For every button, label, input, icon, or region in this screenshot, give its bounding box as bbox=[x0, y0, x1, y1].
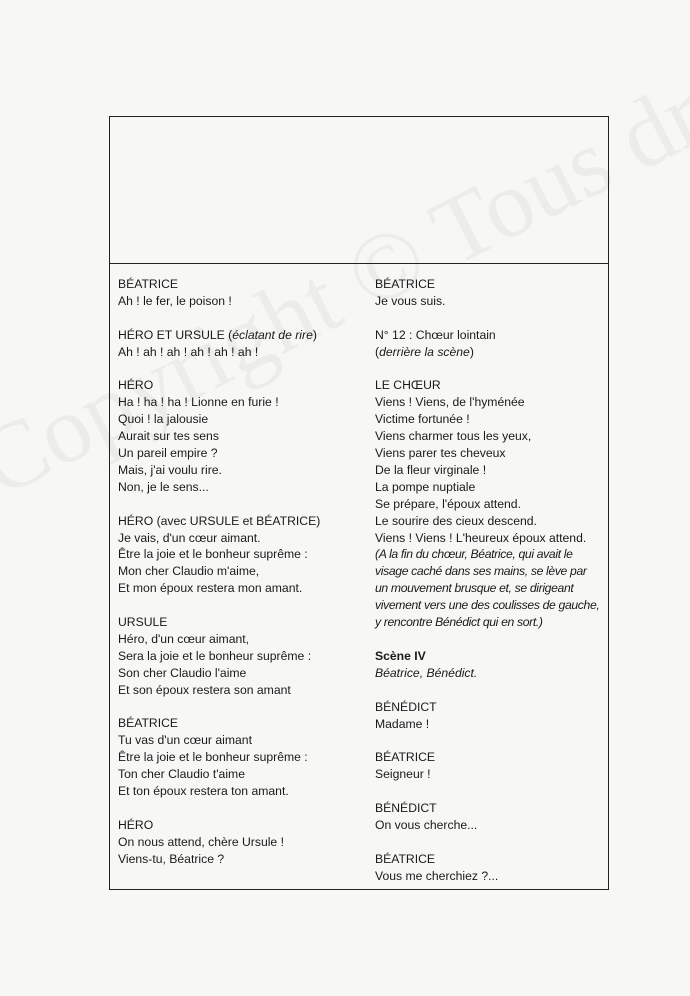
stage-direction: un mouvement brusque et, se dirigeant bbox=[375, 581, 574, 596]
dialogue-line: Non, je le sens... bbox=[118, 479, 209, 494]
dialogue-line: Ah ! ah ! ah ! ah ! ah ! ah ! bbox=[118, 344, 259, 359]
speaker-name: BÉATRICE bbox=[375, 750, 436, 765]
right-column bbox=[375, 276, 607, 901]
scene-heading-block bbox=[375, 648, 607, 682]
dialogue-line: On vous cherche... bbox=[375, 817, 478, 832]
stage-direction: éclatant de rire bbox=[232, 327, 313, 342]
speaker-name: BÉATRICE bbox=[375, 851, 436, 866]
left-column bbox=[118, 276, 358, 885]
dialogue-line: Aurait sur tes sens bbox=[118, 429, 219, 444]
speaker-name: HÉRO (avec URSULE et BÉATRICE) bbox=[118, 513, 321, 528]
dialogue-block bbox=[118, 377, 358, 495]
speaker-name: HÉRO bbox=[118, 378, 154, 393]
dialogue-block bbox=[118, 513, 358, 598]
dialogue-line: De la fleur virginale ! bbox=[375, 462, 487, 477]
dialogue-line: Ton cher Claudio t'aime bbox=[118, 767, 245, 782]
dialogue-line: Ha ! ha ! ha ! Lionne en furie ! bbox=[118, 395, 279, 410]
stage-direction: vivement vers une des coulisses de gauche, bbox=[375, 598, 600, 613]
speaker-name: HÉRO ET URSULE bbox=[118, 327, 225, 342]
dialogue-line: Être la joie et le bonheur suprême : bbox=[118, 547, 308, 562]
dialogue-line: Seigneur ! bbox=[375, 767, 431, 782]
dialogue-line: Et ton époux restera ton amant. bbox=[118, 784, 289, 799]
dialogue-block bbox=[118, 614, 358, 699]
speaker-name: BÉATRICE bbox=[118, 277, 179, 291]
stage-direction: visage caché dans ses mains, se lève par bbox=[375, 564, 587, 579]
dialogue-block bbox=[118, 715, 358, 800]
dialogue-block bbox=[118, 817, 358, 868]
empty-header-box bbox=[110, 117, 608, 264]
stage-direction: derrière la scène bbox=[379, 344, 470, 359]
dialogue-block bbox=[118, 276, 358, 310]
dialogue-line: Un pareil empire ? bbox=[118, 446, 218, 461]
stage-direction: y rencontre Bénédict qui en sort.) bbox=[375, 615, 543, 630]
dialogue-line: Viens ! Viens, de l'hyménée bbox=[375, 395, 525, 410]
libretto-frame bbox=[109, 116, 609, 890]
speaker-name: URSULE bbox=[118, 615, 168, 630]
musical-number: N° 12 : Chœur lointain bbox=[375, 327, 496, 342]
speaker-name: BÉNÉDICT bbox=[375, 801, 437, 815]
speaker-name: BÉATRICE bbox=[118, 716, 179, 731]
dialogue-line: Le sourire des cieux descend. bbox=[375, 513, 537, 528]
dialogue-line: Tu vas d'un cœur aimant bbox=[118, 733, 252, 748]
speaker-line: HÉRO ET URSULE (éclatant de rire) bbox=[118, 327, 317, 342]
dialogue-line: Mais, j'ai voulu rire. bbox=[118, 462, 222, 477]
dialogue-block bbox=[375, 377, 607, 631]
scene-title: Scène IV bbox=[375, 648, 426, 663]
speaker-name: BÉNÉDICT bbox=[375, 699, 437, 714]
dialogue-block bbox=[118, 327, 358, 361]
dialogue-line: On nous attend, chère Ursule ! bbox=[118, 834, 284, 849]
dialogue-line: Son cher Claudio l'aime bbox=[118, 665, 247, 680]
dialogue-line: Sera la joie et le bonheur suprême : bbox=[118, 648, 312, 663]
stage-direction-line: (derrière la scène) bbox=[375, 344, 474, 359]
dialogue-line: Victime fortunée ! bbox=[375, 412, 470, 427]
dialogue-line: Viens parer tes cheveux bbox=[375, 446, 506, 461]
number-block bbox=[375, 327, 607, 361]
dialogue-line: La pompe nuptiale bbox=[375, 479, 476, 494]
dialogue-line: Viens charmer tous les yeux, bbox=[375, 429, 532, 444]
dialogue-block bbox=[375, 851, 607, 885]
dialogue-line: Mon cher Claudio m'aime, bbox=[118, 564, 260, 579]
dialogue-line: Se prépare, l'époux attend. bbox=[375, 496, 521, 511]
dialogue-line: Viens ! Viens ! L'heureux époux attend. bbox=[375, 530, 587, 545]
dialogue-line: Et son époux restera son amant bbox=[118, 682, 291, 697]
dialogue-block bbox=[375, 749, 607, 783]
dialogue-line: Ah ! le fer, le poison ! bbox=[118, 293, 232, 308]
dialogue-block bbox=[375, 276, 607, 310]
dialogue-line: Quoi ! la jalousie bbox=[118, 412, 209, 427]
speaker-name: HÉRO bbox=[118, 817, 154, 832]
dialogue-line: Je vais, d'un cœur aimant. bbox=[118, 530, 261, 545]
scene-characters: Béatrice, Bénédict. bbox=[375, 665, 478, 680]
dialogue-line: Héro, d'un cœur aimant, bbox=[118, 631, 250, 646]
dialogue-line: Vous me cherchiez ?... bbox=[375, 868, 499, 883]
dialogue-line: Madame ! bbox=[375, 716, 430, 731]
dialogue-line: Et mon époux restera mon amant. bbox=[118, 581, 303, 596]
speaker-name: LE CHŒUR bbox=[375, 378, 441, 393]
stage-direction: (A la fin du chœur, Béatrice, qui avait le bbox=[375, 547, 573, 562]
speaker-name: BÉATRICE bbox=[375, 277, 436, 291]
dialogue-line: Viens-tu, Béatrice ? bbox=[118, 851, 225, 866]
dialogue-block bbox=[375, 699, 607, 733]
dialogue-block bbox=[375, 800, 607, 834]
dialogue-line: Être la joie et le bonheur suprême : bbox=[118, 750, 308, 765]
dialogue-line: Je vous suis. bbox=[375, 293, 446, 308]
